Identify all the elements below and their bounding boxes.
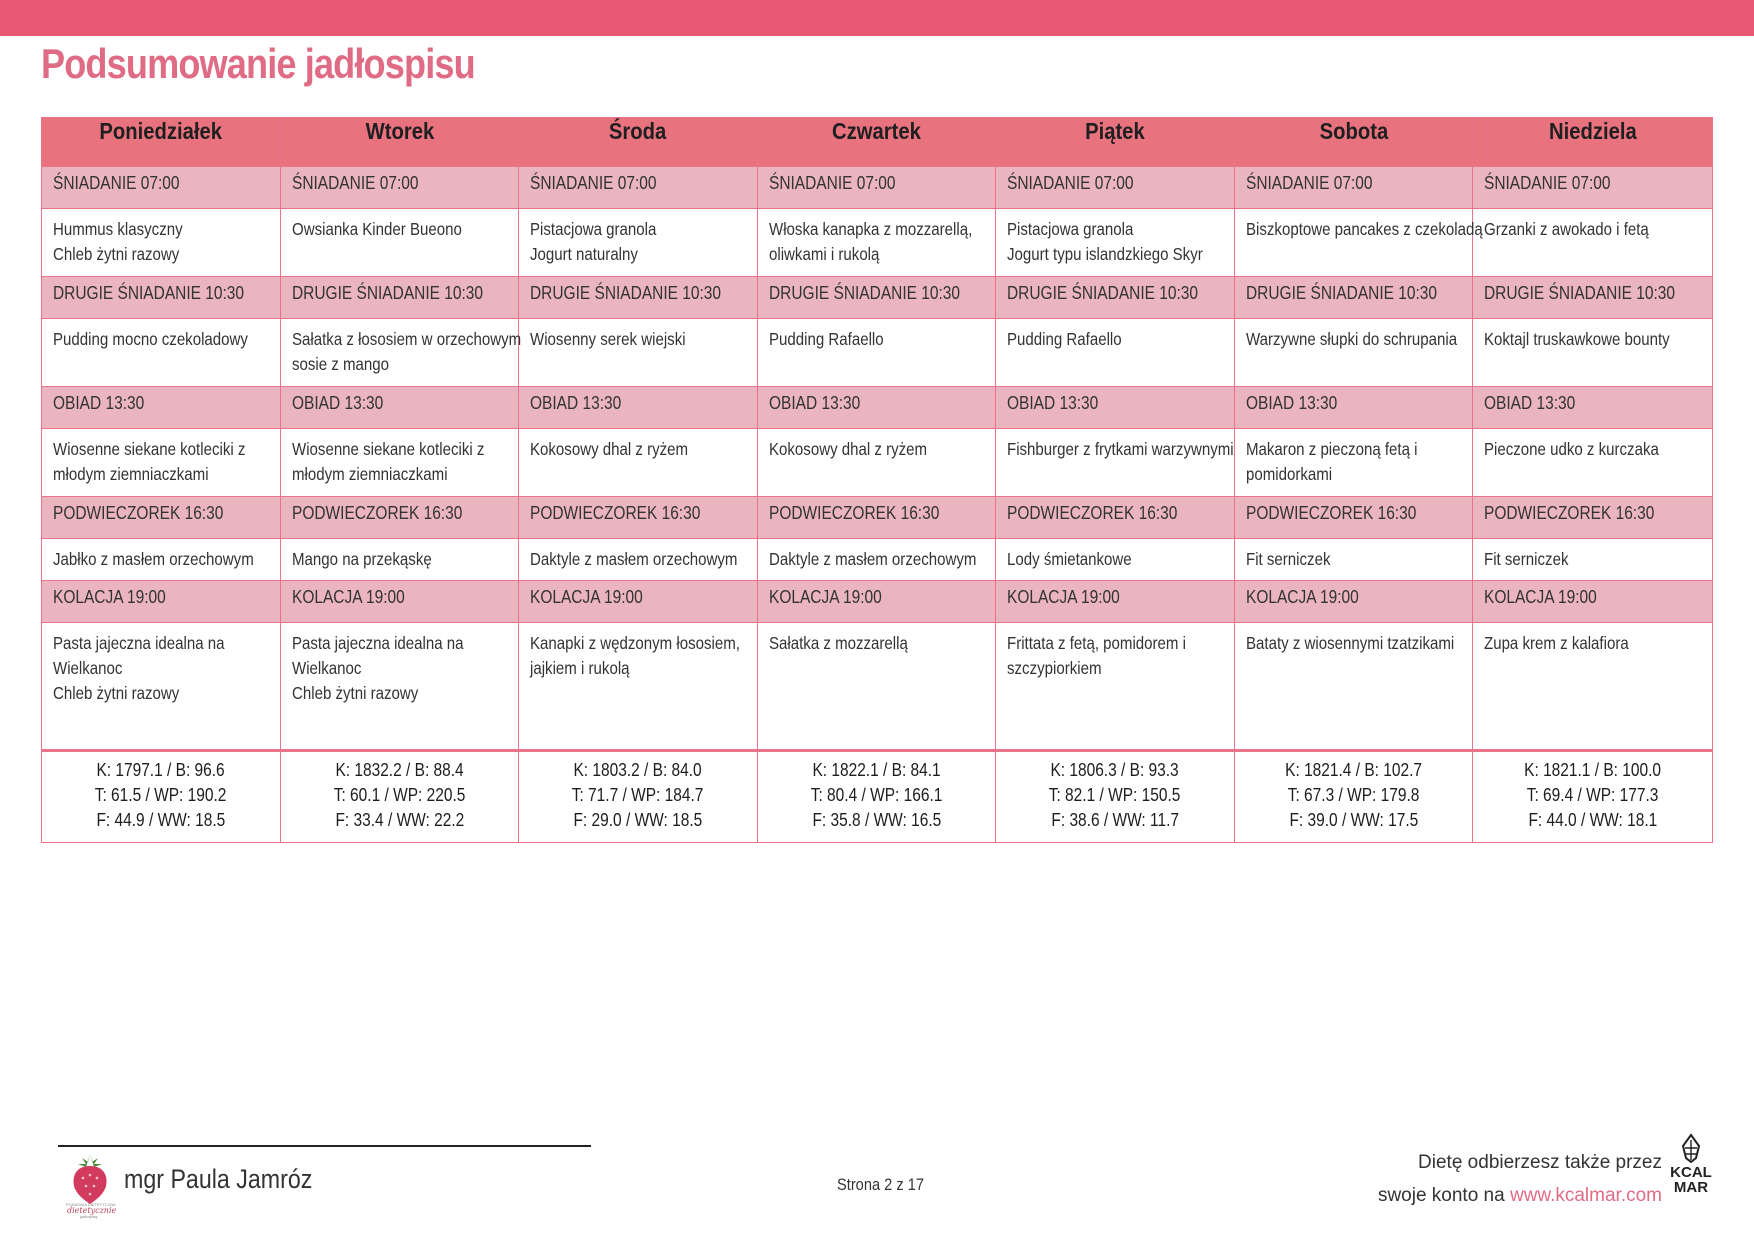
nutrition-values: K: 1821.4 / B: 102.7 xyxy=(1285,760,1422,780)
day-header xyxy=(519,118,758,167)
nutrition-line-wrapper xyxy=(285,758,514,783)
meal-label-cell xyxy=(281,497,519,539)
meal-label: OBIAD 13:30 xyxy=(1246,393,1338,413)
nutrition-values: K: 1832.2 / B: 88.4 xyxy=(335,760,464,780)
day-header-label: Środa xyxy=(609,118,667,144)
dish-name: Pistacjowa granola xyxy=(530,219,657,239)
meal-label-cell xyxy=(996,167,1235,209)
dish-cell xyxy=(996,209,1235,277)
dish-name: Chleb żytni razowy xyxy=(292,683,419,703)
kcalmar-logo-text-1: KCAL xyxy=(1670,1164,1712,1181)
dish-line-wrapper xyxy=(292,437,507,462)
meal-label-cell xyxy=(519,387,758,429)
dish-name: Chleb żytni razowy xyxy=(53,683,180,703)
kcalmar-link[interactable]: www.kcalmar.com xyxy=(1509,1185,1662,1206)
day-header-label: Czwartek xyxy=(832,118,921,144)
meal-label-cell xyxy=(519,581,758,623)
dish-name: Wiosenny serek wiejski xyxy=(530,329,686,349)
meal-dish-row xyxy=(42,209,1713,277)
meal-label: ŚNIADANIE 07:00 xyxy=(769,173,896,193)
dish-name: Sałatka z mozzarellą xyxy=(769,633,908,653)
nutrition-values: K: 1822.1 / B: 84.1 xyxy=(812,760,941,780)
nutrition-summary-row xyxy=(42,751,1713,843)
dish-name: Pistacjowa granola xyxy=(1007,219,1134,239)
dish-cell xyxy=(1235,623,1473,751)
nutrition-summary-cell xyxy=(1473,751,1713,843)
meal-label: PODWIECZOREK 16:30 xyxy=(53,503,224,523)
dish-line-wrapper xyxy=(1007,656,1223,681)
dish-name: Kokosowy dhal z ryżem xyxy=(769,439,928,459)
dish-cell xyxy=(42,209,281,277)
dish-name: oliwkami i rukolą xyxy=(769,244,880,264)
nutrition-values: T: 60.1 / WP: 220.5 xyxy=(333,785,466,805)
dish-line-wrapper xyxy=(1007,547,1223,572)
day-header xyxy=(996,118,1235,167)
dish-cell xyxy=(519,539,758,581)
dish-name: Pasta jajeczna idealna na xyxy=(292,633,464,653)
meal-label: KOLACJA 19:00 xyxy=(1246,587,1359,607)
meal-label-cell xyxy=(519,277,758,319)
meal-label-cell xyxy=(281,277,519,319)
meal-label: DRUGIE ŚNIADANIE 10:30 xyxy=(1246,283,1437,303)
meal-label-row xyxy=(42,387,1713,429)
meal-label-cell xyxy=(758,497,996,539)
day-header xyxy=(42,118,281,167)
dish-line-wrapper xyxy=(292,631,507,656)
dish-line-wrapper xyxy=(53,242,269,267)
dish-line-wrapper xyxy=(53,462,269,487)
dish-line-wrapper xyxy=(1246,462,1461,487)
meal-label-cell xyxy=(1235,277,1473,319)
dish-name: Wiosenne siekane kotleciki z xyxy=(292,439,485,459)
meal-label: DRUGIE ŚNIADANIE 10:30 xyxy=(769,283,960,303)
nutrition-values: T: 82.1 / WP: 150.5 xyxy=(1049,785,1181,805)
meal-label: KOLACJA 19:00 xyxy=(292,587,405,607)
nutrition-line-wrapper xyxy=(46,808,276,833)
meal-label-cell xyxy=(281,581,519,623)
meal-label-cell xyxy=(1235,497,1473,539)
dish-line-wrapper xyxy=(292,462,507,487)
nutrition-summary-cell xyxy=(1235,751,1473,843)
dish-name: Jogurt typu islandzkiego Skyr xyxy=(1007,244,1203,264)
nutrition-line-wrapper xyxy=(1000,758,1230,783)
page-title: Podsumowanie jadłospisu xyxy=(41,40,475,87)
dish-cell xyxy=(1235,319,1473,387)
dish-line-wrapper xyxy=(769,217,984,242)
dish-cell xyxy=(1235,209,1483,277)
dish-cell xyxy=(42,429,281,497)
day-header xyxy=(758,118,996,167)
meal-label-cell xyxy=(281,167,519,209)
dish-line-wrapper xyxy=(1246,547,1461,572)
dish-name: Pudding Rafaello xyxy=(769,329,884,349)
meal-label-cell xyxy=(1235,581,1473,623)
nutrition-line-wrapper xyxy=(46,758,276,783)
nutrition-line-wrapper xyxy=(523,808,753,833)
meal-label-cell xyxy=(519,497,758,539)
dish-name: Grzanki z awokado i fetą xyxy=(1484,219,1649,239)
nutrition-line-wrapper xyxy=(762,808,991,833)
promo-line-2 xyxy=(1378,1179,1662,1212)
dish-name: sosie z mango xyxy=(292,354,390,374)
nutrition-values: K: 1806.3 / B: 93.3 xyxy=(1050,760,1180,780)
nutrition-values: F: 44.0 / WW: 18.1 xyxy=(1528,810,1657,830)
nutrition-line-wrapper xyxy=(523,783,753,808)
logo-text-sub: jadłospisy xyxy=(80,1214,98,1219)
nutrition-values: F: 35.8 / WW: 16.5 xyxy=(812,810,941,830)
dish-cell xyxy=(996,539,1235,581)
nutrition-summary-cell xyxy=(996,751,1235,843)
dish-line-wrapper xyxy=(53,217,269,242)
day-header-label: Sobota xyxy=(1319,118,1388,144)
dish-cell xyxy=(1473,429,1713,497)
meal-label: OBIAD 13:30 xyxy=(530,393,622,413)
dish-name: Kanapki z wędzonym łososiem, xyxy=(530,633,740,653)
dish-line-wrapper xyxy=(292,217,507,242)
top-accent-bar xyxy=(0,0,1754,36)
dish-line-wrapper xyxy=(1484,631,1701,656)
nutrition-values: F: 44.9 / WW: 18.5 xyxy=(96,810,226,830)
meal-label-cell xyxy=(42,277,281,319)
meal-label-cell xyxy=(42,497,281,539)
promo-line-2-text: swoje konto na xyxy=(1377,1185,1505,1206)
dish-name: Sałatka z łososiem w orzechowym xyxy=(292,329,522,349)
nutrition-line-wrapper xyxy=(1239,783,1468,808)
meal-label: PODWIECZOREK 16:30 xyxy=(292,503,463,523)
dish-cell xyxy=(519,623,758,751)
dish-cell xyxy=(519,319,758,387)
meal-label: KOLACJA 19:00 xyxy=(769,587,882,607)
nutrition-line-wrapper xyxy=(1477,808,1708,833)
meal-label-cell xyxy=(1235,167,1473,209)
dish-line-wrapper xyxy=(769,242,984,267)
dish-name: Fishburger z frytkami warzywnymi xyxy=(1007,439,1234,459)
day-header-label: Poniedziałek xyxy=(99,118,223,144)
meal-label: OBIAD 13:30 xyxy=(1007,393,1099,413)
dish-name: Lody śmietankowe xyxy=(1007,549,1132,569)
dish-name: Pasta jajeczna idealna na xyxy=(53,633,225,653)
page-number: Strona 2 z 17 xyxy=(837,1175,924,1194)
nutrition-line-wrapper xyxy=(1239,758,1468,783)
dish-cell xyxy=(42,539,281,581)
dish-line-wrapper xyxy=(292,327,522,352)
meal-label-cell xyxy=(996,581,1235,623)
meal-label-cell xyxy=(519,167,758,209)
dish-line-wrapper xyxy=(1246,437,1461,462)
dish-cell xyxy=(996,429,1235,497)
footer-divider xyxy=(58,1145,591,1147)
dish-name: Owsianka Kinder Bueono xyxy=(292,219,462,239)
dish-cell xyxy=(519,209,758,277)
dish-cell xyxy=(1473,539,1713,581)
nutrition-summary-cell xyxy=(281,751,519,843)
meal-label: ŚNIADANIE 07:00 xyxy=(1246,173,1373,193)
dish-line-wrapper xyxy=(1246,217,1483,242)
nutrition-line-wrapper xyxy=(762,783,991,808)
day-header-label: Piątek xyxy=(1085,118,1145,144)
dish-cell xyxy=(758,539,996,581)
kcalmar-logo-text-2: MAR xyxy=(1673,1179,1709,1196)
meal-dish-row xyxy=(42,623,1713,751)
dish-name: szczypiorkiem xyxy=(1007,658,1102,678)
nutrition-values: T: 67.3 / WP: 179.8 xyxy=(1287,785,1420,805)
nutrition-values: K: 1803.2 / B: 84.0 xyxy=(573,760,703,780)
meal-label: DRUGIE ŚNIADANIE 10:30 xyxy=(1484,283,1675,303)
dish-line-wrapper xyxy=(769,437,984,462)
dish-line-wrapper xyxy=(292,656,507,681)
meal-label-row xyxy=(42,497,1713,539)
nutrition-values: T: 61.5 / WP: 190.2 xyxy=(95,785,227,805)
dish-line-wrapper xyxy=(1007,242,1223,267)
dish-cell xyxy=(281,539,519,581)
dish-name: Jabłko z masłem orzechowym xyxy=(53,549,254,569)
meal-label: KOLACJA 19:00 xyxy=(1007,587,1120,607)
meal-label-row xyxy=(42,581,1713,623)
meal-label: DRUGIE ŚNIADANIE 10:30 xyxy=(530,283,721,303)
dish-line-wrapper xyxy=(1007,631,1223,656)
meal-label: ŚNIADANIE 07:00 xyxy=(292,173,419,193)
nutrition-values: F: 33.4 / WW: 22.2 xyxy=(335,810,464,830)
dish-name: Wiosenne siekane kotleciki z xyxy=(53,439,246,459)
logo-text-top: PORADNIA DIETETYCZNA xyxy=(66,1202,116,1207)
dish-line-wrapper xyxy=(530,547,746,572)
dish-line-wrapper xyxy=(1484,547,1701,572)
day-header-label: Wtorek xyxy=(365,118,434,144)
meal-label-cell xyxy=(1473,497,1713,539)
dish-name: Fit serniczek xyxy=(1246,549,1331,569)
meal-label: KOLACJA 19:00 xyxy=(53,587,166,607)
meal-dish-row xyxy=(42,429,1713,497)
dish-line-wrapper xyxy=(1007,437,1234,462)
dish-line-wrapper xyxy=(769,631,984,656)
nutrition-line-wrapper xyxy=(1477,783,1708,808)
meal-label: DRUGIE ŚNIADANIE 10:30 xyxy=(1007,283,1198,303)
dish-line-wrapper xyxy=(292,352,507,377)
nutrition-values: F: 29.0 / WW: 18.5 xyxy=(573,810,703,830)
dish-cell xyxy=(281,319,522,387)
day-header xyxy=(281,118,519,167)
meal-label: PODWIECZOREK 16:30 xyxy=(530,503,701,523)
dish-name: Chleb żytni razowy xyxy=(53,244,180,264)
dish-cell xyxy=(1473,623,1713,751)
nutrition-summary-cell xyxy=(42,751,281,843)
nutrition-line-wrapper xyxy=(285,808,514,833)
nutrition-values: T: 71.7 / WP: 184.7 xyxy=(572,785,704,805)
nutrition-values: F: 38.6 / WW: 11.7 xyxy=(1051,810,1179,830)
meal-label: OBIAD 13:30 xyxy=(53,393,145,413)
meal-label-cell xyxy=(1473,387,1713,429)
nutrition-values: T: 80.4 / WP: 166.1 xyxy=(810,785,943,805)
dish-cell xyxy=(758,209,996,277)
meal-label: PODWIECZOREK 16:30 xyxy=(1484,503,1655,523)
dish-line-wrapper xyxy=(530,327,746,352)
dish-cell xyxy=(1473,209,1713,277)
dish-line-wrapper xyxy=(769,547,984,572)
meal-label-cell xyxy=(758,167,996,209)
dish-name: Daktyle z masłem orzechowym xyxy=(530,549,738,569)
dish-cell xyxy=(42,319,281,387)
meal-label-row xyxy=(42,277,1713,319)
dish-cell xyxy=(1235,539,1473,581)
meal-label: PODWIECZOREK 16:30 xyxy=(1246,503,1417,523)
dish-line-wrapper xyxy=(769,327,984,352)
dish-name: Pudding mocno czekoladowy xyxy=(53,329,248,349)
dish-line-wrapper xyxy=(292,681,507,706)
dish-name: Wielkanoc xyxy=(53,658,123,678)
meal-label-cell xyxy=(281,387,519,429)
meal-label: ŚNIADANIE 07:00 xyxy=(53,173,180,193)
dish-line-wrapper xyxy=(530,437,746,462)
dish-cell xyxy=(996,623,1235,751)
nutrition-line-wrapper xyxy=(1239,808,1468,833)
meal-label: OBIAD 13:30 xyxy=(769,393,861,413)
dish-name: Hummus klasyczny xyxy=(53,219,183,239)
meal-label-cell xyxy=(1473,277,1713,319)
nutrition-line-wrapper xyxy=(1000,808,1230,833)
dish-line-wrapper xyxy=(53,437,269,462)
dish-line-wrapper xyxy=(1484,437,1701,462)
meal-label-cell xyxy=(996,387,1235,429)
nutrition-line-wrapper xyxy=(285,783,514,808)
nutrition-summary-cell xyxy=(758,751,996,843)
dish-cell xyxy=(1235,429,1473,497)
dish-line-wrapper xyxy=(1007,327,1223,352)
dish-name: Koktajl truskawkowe bounty xyxy=(1484,329,1670,349)
meal-label: DRUGIE ŚNIADANIE 10:30 xyxy=(292,283,483,303)
nutrition-values: K: 1797.1 / B: 96.6 xyxy=(96,760,226,780)
dish-name: Daktyle z masłem orzechowym xyxy=(769,549,977,569)
dish-name: Kokosowy dhal z ryżem xyxy=(530,439,689,459)
meal-label-row xyxy=(42,167,1713,209)
meal-label-cell xyxy=(758,277,996,319)
meal-label: OBIAD 13:30 xyxy=(1484,393,1576,413)
meal-label: ŚNIADANIE 07:00 xyxy=(530,173,657,193)
day-header-row xyxy=(42,118,1713,167)
nutrition-line-wrapper xyxy=(523,758,753,783)
dish-line-wrapper xyxy=(530,217,746,242)
dish-name: Warzywne słupki do schrupania xyxy=(1246,329,1458,349)
dish-line-wrapper xyxy=(1246,631,1461,656)
logo-text-main: dietetycznie xyxy=(67,1206,117,1215)
day-header xyxy=(1235,118,1473,167)
dish-line-wrapper xyxy=(292,547,507,572)
dish-cell xyxy=(1473,319,1713,387)
meal-label: KOLACJA 19:00 xyxy=(530,587,643,607)
dish-name: młodym ziemniaczkami xyxy=(292,464,448,484)
dish-cell xyxy=(996,319,1235,387)
dish-cell xyxy=(42,623,281,751)
dish-cell xyxy=(281,209,519,277)
meal-label: DRUGIE ŚNIADANIE 10:30 xyxy=(53,283,244,303)
dish-line-wrapper xyxy=(1484,327,1701,352)
author-name: mgr Paula Jamróz xyxy=(124,1164,313,1194)
meal-dish-row xyxy=(42,539,1713,581)
meal-label-cell xyxy=(42,581,281,623)
meal-label: KOLACJA 19:00 xyxy=(1484,587,1597,607)
promo-line-1: Dietę odbierzesz także przez xyxy=(1418,1152,1662,1173)
meal-label: PODWIECZOREK 16:30 xyxy=(1007,503,1178,523)
meal-label-cell xyxy=(996,277,1235,319)
dish-name: Frittata z fetą, pomidorem i xyxy=(1007,633,1187,653)
meal-dish-row xyxy=(42,319,1713,387)
dish-cell xyxy=(758,623,996,751)
kcalmar-logo-icon xyxy=(1668,1132,1714,1198)
nutrition-line-wrapper xyxy=(46,783,276,808)
dish-line-wrapper xyxy=(1484,217,1701,242)
dish-name: Bataty z wiosennymi tzatzikami xyxy=(1246,633,1455,653)
dish-name: Fit serniczek xyxy=(1484,549,1569,569)
dish-name: Biszkoptowe pancakes z czekoladą xyxy=(1246,219,1483,239)
meal-label-cell xyxy=(42,387,281,429)
dish-cell xyxy=(758,429,996,497)
dish-cell xyxy=(281,429,519,497)
dish-cell xyxy=(281,623,519,751)
dish-name: jajkiem i rukolą xyxy=(530,658,630,678)
dish-name: Zupa krem z kalafiora xyxy=(1484,633,1629,653)
dish-line-wrapper xyxy=(530,656,746,681)
meal-label-cell xyxy=(1473,167,1713,209)
dish-line-wrapper xyxy=(1246,327,1461,352)
day-header-label: Niedziela xyxy=(1548,118,1637,144)
nutrition-line-wrapper xyxy=(762,758,991,783)
nutrition-line-wrapper xyxy=(1000,783,1230,808)
promo-text xyxy=(1378,1146,1662,1212)
dish-cell xyxy=(758,319,996,387)
dish-line-wrapper xyxy=(53,631,269,656)
nutrition-values: F: 39.0 / WW: 17.5 xyxy=(1289,810,1418,830)
dish-name: pomidorkami xyxy=(1246,464,1333,484)
meal-label: ŚNIADANIE 07:00 xyxy=(1007,173,1134,193)
dish-line-wrapper xyxy=(53,656,269,681)
dish-name: Mango na przekąskę xyxy=(292,549,432,569)
dish-name: Włoska kanapka z mozzarellą, xyxy=(769,219,973,239)
dish-cell xyxy=(519,429,758,497)
dish-name: młodym ziemniaczkami xyxy=(53,464,209,484)
dish-name: Wielkanoc xyxy=(292,658,362,678)
nutrition-values: K: 1821.1 / B: 100.0 xyxy=(1524,760,1661,780)
nutrition-summary-cell xyxy=(519,751,758,843)
nutrition-values: T: 69.4 / WP: 177.3 xyxy=(1526,785,1659,805)
dish-name: Jogurt naturalny xyxy=(530,244,638,264)
meal-label-cell xyxy=(1473,581,1713,623)
meal-label-cell xyxy=(758,387,996,429)
day-header xyxy=(1473,118,1713,167)
dish-name: Pudding Rafaello xyxy=(1007,329,1122,349)
meal-label-cell xyxy=(1235,387,1473,429)
dish-line-wrapper xyxy=(530,242,746,267)
meal-label-cell xyxy=(996,497,1235,539)
dish-line-wrapper xyxy=(53,681,269,706)
dish-line-wrapper xyxy=(1007,217,1223,242)
weekly-menu-table xyxy=(41,117,1713,843)
meal-label-cell xyxy=(758,581,996,623)
dish-line-wrapper xyxy=(53,547,269,572)
dish-name: Pieczone udko z kurczaka xyxy=(1484,439,1659,459)
meal-label-cell xyxy=(42,167,281,209)
dish-name: Makaron z pieczoną fetą i xyxy=(1246,439,1418,459)
meal-label: ŚNIADANIE 07:00 xyxy=(1484,173,1611,193)
dish-line-wrapper xyxy=(53,327,269,352)
meal-label: PODWIECZOREK 16:30 xyxy=(769,503,940,523)
meal-label: OBIAD 13:30 xyxy=(292,393,384,413)
nutrition-line-wrapper xyxy=(1477,758,1708,783)
dish-line-wrapper xyxy=(530,631,746,656)
